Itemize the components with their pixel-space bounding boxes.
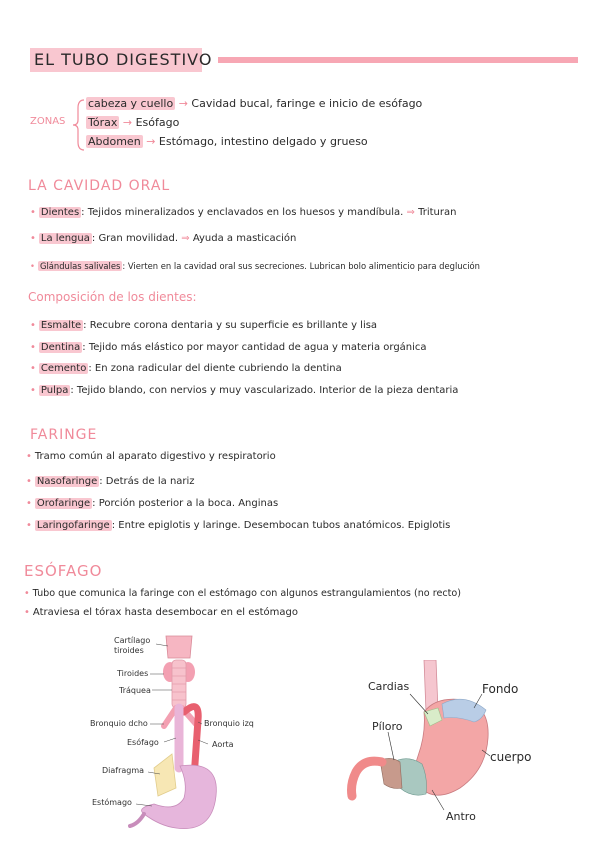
diente-item: • Cemento : En zona radicular del diente cubriendo la dentina [30, 363, 342, 374]
faringe-item: • Orofaringe : Porción posterior a la boca. Anginas [26, 498, 279, 509]
faringe-term: Orofaringe [36, 498, 91, 509]
diente-desc: En zona radicular del diente cubriendo la dentina [94, 363, 342, 374]
cavidad-desc: Tejidos mineralizados y enclavados en los huesos y mandíbula. [87, 207, 404, 218]
zonas-brace [72, 98, 86, 152]
faringe-desc: Porción posterior a la boca. Anginas [98, 498, 279, 509]
esofago-item [24, 607, 298, 618]
label-cuerpo: cuerpo [490, 750, 532, 764]
anatomy-diagram [80, 628, 280, 843]
faringe-desc: Entre epiglotis y laringe. Desembocan tubos anatómicos. Epiglotis [118, 520, 451, 531]
cavidad-item: • Glándulas salivales : Vierten en la cavidad oral sus secreciones. Lubrican bolo alimenticio para deglución [30, 261, 480, 271]
cavidad-result: Trituran [418, 207, 457, 218]
bullet-icon: • [30, 385, 36, 396]
label-piloro: Píloro [372, 720, 403, 733]
diente-term: Cemento [40, 363, 87, 374]
zona-row [86, 135, 368, 148]
diente-term: Pulpa [40, 385, 69, 396]
arrow-icon: → [122, 116, 133, 129]
diente-item: • Dentina : Tejido más elástico por mayor cantidad de agua y materia orgánica [30, 342, 427, 353]
bullet-icon: • [30, 233, 36, 244]
diente-desc: Recubre corona dentaria y su superficie es brillante y lisa [89, 320, 378, 331]
cavidad-desc: Gran movilidad. [98, 233, 179, 244]
stomach-shape [142, 765, 217, 828]
faringe-heading: FARINGE [30, 427, 98, 443]
faringe-term: Nasofaringe [36, 476, 98, 487]
label-estomago: Estómago [92, 798, 132, 807]
cavidad-item: • La lengua : Gran movilidad. ⇒ Ayuda a masticación [30, 233, 297, 244]
faringe-term: Laringofaringe [36, 520, 110, 531]
label-tiroides: Tiroides [117, 669, 149, 678]
bullet-icon: • [26, 520, 32, 531]
stomach-antrum [398, 759, 427, 795]
bullet-icon: • [30, 207, 36, 218]
faringe-intro-text: Tramo común al aparato digestivo y respiratorio [34, 451, 276, 462]
zona-desc: Cavidad bucal, faringe e inicio de esófago [191, 97, 423, 110]
zona-term: cabeza y cuello [88, 97, 174, 110]
diaphragm-shape [154, 754, 176, 796]
label-diafragma: Diafragma [102, 766, 145, 775]
title-rule [218, 57, 578, 63]
arrow-icon: ⇒ [406, 207, 415, 218]
label-traquea: Tráquea [119, 686, 151, 695]
cavidad-term: La lengua [40, 233, 90, 244]
esofago-item [24, 588, 461, 599]
esofago-heading: ESÓFAGO [24, 562, 103, 580]
bullet-icon: • [30, 320, 36, 331]
cavidad-term: Dientes [40, 207, 80, 218]
cartilage-shape [166, 636, 192, 658]
bullet-icon: • [30, 342, 36, 353]
label-bronquio-dcho: Bronquio dcho [90, 719, 148, 728]
bullet-icon: • [24, 588, 30, 599]
bullet-icon: • [26, 476, 32, 487]
label-bronquio-izq: Bronquio izq [204, 719, 254, 728]
faringe-intro [26, 451, 276, 462]
cavidad-term: Glándulas salivales [39, 261, 121, 271]
zona-desc: Estómago, intestino delgado y grueso [158, 135, 368, 148]
zona-row [86, 116, 179, 129]
zona-term: Tórax [88, 116, 118, 129]
diente-term: Esmalte [40, 320, 82, 331]
cavidad-oral-heading: LA CAVIDAD ORAL [28, 178, 171, 194]
esofago-text: Atraviesa el tórax hasta desembocar en el estómago [32, 607, 298, 618]
diente-desc: Tejido blando, con nervios y muy vascularizado. Interior de la pieza dentaria [76, 385, 459, 396]
duodenum-shape [352, 761, 383, 796]
label-aorta: Aorta [212, 740, 234, 749]
composicion-heading: Composición de los dientes: [28, 290, 197, 304]
bullet-icon: • [26, 451, 32, 462]
zona-term: Abdomen [88, 135, 141, 148]
zona-desc: Esófago [135, 116, 180, 129]
diente-item: • Esmalte : Recubre corona dentaria y su superficie es brillante y lisa [30, 320, 378, 331]
esofago-text: Tubo que comunica la faringe con el estómago con algunos estrangulamientos (no recto) [32, 588, 462, 599]
zonas-label: ZONAS [30, 116, 66, 127]
faringe-desc: Detrás de la nariz [105, 476, 195, 487]
diente-desc: Tejido más elástico por mayor cantidad de agua y materia orgánica [88, 342, 427, 353]
label-esofago: Esófago [127, 738, 159, 747]
arrow-icon: ⇒ [181, 233, 190, 244]
bullet-icon: • [30, 261, 35, 271]
bullet-icon: • [30, 363, 36, 374]
label-fondo: Fondo [482, 682, 519, 696]
label-cartilago: Cartílago tiroides [114, 636, 151, 655]
bullet-icon: • [24, 607, 30, 618]
bullet-icon: • [26, 498, 32, 509]
arrow-icon: → [178, 97, 188, 110]
label-cardias: Cardias [368, 680, 410, 693]
arrow-icon: → [146, 135, 156, 148]
cavidad-desc: Vierten en la cavidad oral sus secreciones. Lubrican bolo alimenticio para deglución [127, 261, 480, 271]
cavidad-result: Ayuda a masticación [192, 233, 297, 244]
faringe-item: • Laringofaringe : Entre epiglotis y laringe. Desembocan tubos anatómicos. Epiglotis [26, 520, 451, 531]
zona-row [86, 97, 422, 110]
diente-item: • Pulpa : Tejido blando, con nervios y muy vascularizado. Interior de la pieza dentaria [30, 385, 459, 396]
page-title: EL TUBO DIGESTIVO [34, 50, 213, 69]
faringe-item: • Nasofaringe : Detrás de la nariz [26, 476, 195, 487]
label-antro: Antro [446, 810, 476, 823]
diente-term: Dentina [40, 342, 81, 353]
cavidad-item: • Dientes : Tejidos mineralizados y enclavados en los huesos y mandíbula. ⇒ Trituran [30, 207, 457, 218]
